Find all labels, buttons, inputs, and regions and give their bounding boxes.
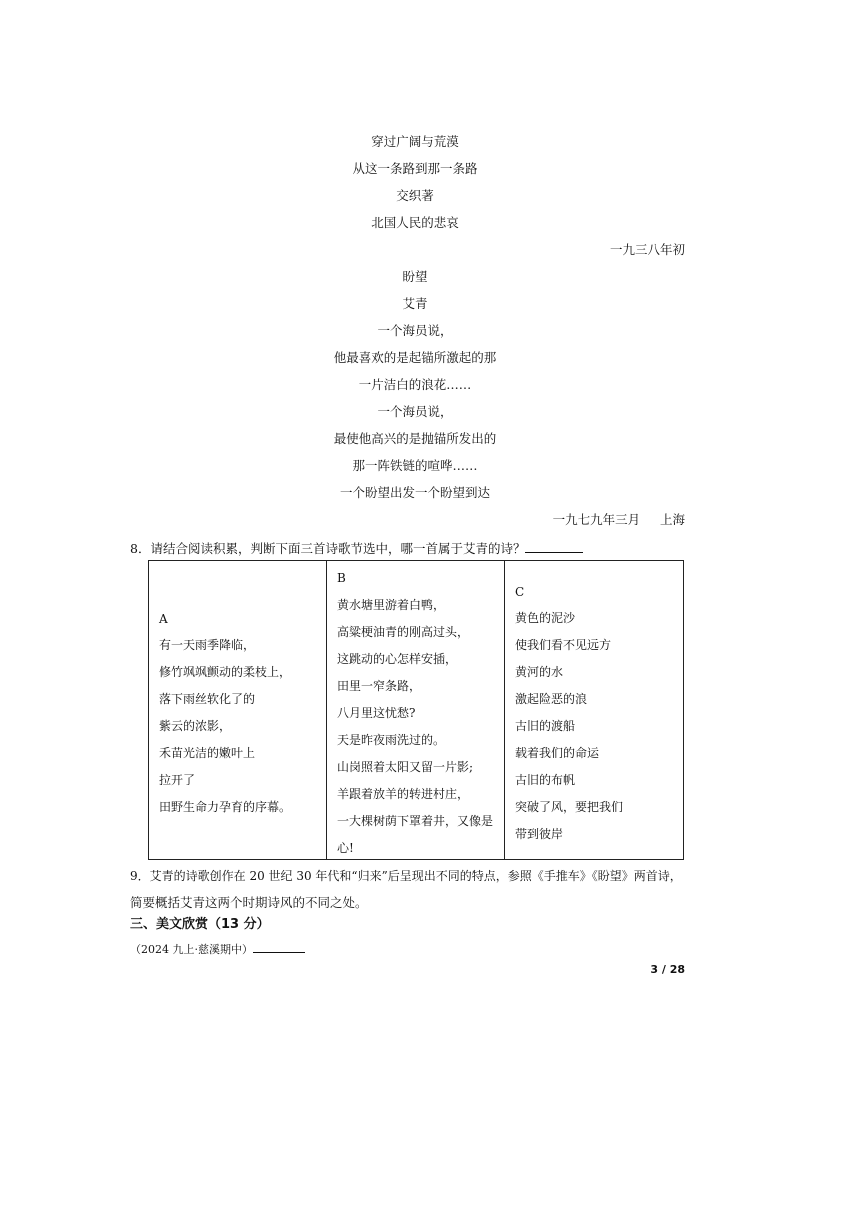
question-8-answer-blank[interactable] bbox=[525, 539, 583, 553]
question-9-line-1: 9．艾青的诗歌创作在 20 世纪 30 年代和“归来”后呈现出不同的特点，参照《手推车》《盼望》两首诗， bbox=[130, 869, 682, 883]
cell-b-line-2: 高粱梗油青的刚高过头， bbox=[337, 625, 470, 639]
section-3-source bbox=[130, 941, 305, 958]
cell-a-line-7: 田野生命力孕育的序幕。 bbox=[159, 800, 292, 814]
poem2-line-6: 那一阵铁链的喧哗…… bbox=[352, 458, 478, 473]
poem2-line-5: 最使他高兴的是抛锚所发出的 bbox=[333, 431, 497, 446]
cell-a-line-6: 拉开了 bbox=[159, 773, 196, 787]
cell-c-line-1: 黄色的泥沙 bbox=[515, 611, 576, 625]
poem1-line-4: 北国人民的悲哀 bbox=[371, 215, 459, 230]
page-number: 3 / 28 bbox=[650, 963, 685, 976]
poem2-dateline bbox=[553, 512, 685, 528]
poem2-date: 一九七九年三月 bbox=[552, 512, 641, 527]
cell-a-line-1: 有一天雨季降临， bbox=[159, 638, 256, 652]
section-3-source-text: （2024 九上·慈溪期中） bbox=[130, 943, 253, 956]
question-8 bbox=[130, 539, 583, 557]
poem2-title: 盼望 bbox=[402, 269, 428, 284]
cell-b-line-7: 山岗照着太阳又留一片影; bbox=[337, 760, 474, 774]
cell-b-line-8: 羊跟着放羊的转进村庄， bbox=[337, 787, 470, 801]
poem1-line-3: 交织著 bbox=[396, 188, 434, 203]
section-3-heading: 三、美文欣赏（13 分） bbox=[130, 917, 270, 932]
poem2-place: 上海 bbox=[659, 512, 685, 527]
question-9-line-2: 简要概括艾青这两个时期诗风的不同之处。 bbox=[130, 895, 368, 910]
cell-b-line-9: 一大棵树荫下罩着井，又像是 bbox=[337, 814, 494, 828]
cell-c-line-2: 使我们看不见远方 bbox=[515, 638, 612, 652]
poem2-line-1: 一个海员说， bbox=[377, 323, 453, 338]
cell-b-line-6: 天是昨夜雨洗过的。 bbox=[337, 733, 446, 747]
table-cell-c bbox=[505, 561, 683, 859]
cell-a-line-4: 紫云的浓影， bbox=[159, 719, 232, 733]
cell-b-line-1: 黄水塘里游着白鸭， bbox=[337, 598, 446, 612]
poem2-line-2: 他最喜欢的是起锚所激起的那 bbox=[333, 350, 497, 365]
cell-a-line-2: 修竹飒飒颤动的柔枝上， bbox=[159, 665, 292, 679]
cell-c-line-5: 古旧的渡船 bbox=[515, 719, 576, 733]
poem2-author: 艾青 bbox=[402, 296, 428, 311]
poem1-date: 一九三八年初 bbox=[609, 242, 685, 257]
cell-c-line-8: 突破了风，要把我们 bbox=[515, 800, 624, 814]
poem2-line-3: 一片洁白的浪花…… bbox=[358, 377, 472, 392]
cell-c-line-4: 激起险恶的浪 bbox=[515, 692, 588, 706]
cell-b-line-5: 八月里这忧愁? bbox=[337, 706, 416, 720]
cell-b-line-4: 田里一窄条路， bbox=[337, 679, 422, 693]
cell-c-line-9: 带到彼岸 bbox=[515, 827, 564, 841]
cell-a-label: A bbox=[159, 612, 168, 626]
table-cell-a bbox=[149, 561, 327, 859]
question-8-text: 8．请结合阅读积累，判断下面三首诗歌节选中，哪一首属于艾青的诗？ bbox=[130, 541, 526, 556]
cell-c-line-3: 黄河的水 bbox=[515, 665, 564, 679]
poem2-line-7: 一个盼望出发一个盼望到达 bbox=[339, 485, 490, 500]
cell-c-label: C bbox=[515, 585, 525, 599]
cell-c-line-7: 古旧的布帆 bbox=[515, 773, 576, 787]
cell-a-line-5: 禾苗光洁的嫩叶上 bbox=[159, 746, 256, 760]
cell-c-line-6: 载着我们的命运 bbox=[515, 746, 600, 760]
poem1-line-1: 穿过广阔与荒漠 bbox=[371, 134, 459, 149]
cell-b-line-3: 这跳动的心怎样安插， bbox=[337, 652, 458, 666]
poem-comparison-table bbox=[148, 560, 684, 860]
poem1-line-2: 从这一条路到那一条路 bbox=[352, 161, 478, 176]
poem2-line-4: 一个海员说， bbox=[377, 404, 453, 419]
section-3-answer-blank[interactable] bbox=[253, 941, 305, 953]
cell-b-label: B bbox=[337, 571, 346, 585]
cell-b-line-10: 心! bbox=[337, 841, 354, 855]
cell-a-line-3: 落下雨丝软化了的 bbox=[159, 692, 256, 706]
table-cell-b bbox=[327, 561, 505, 859]
